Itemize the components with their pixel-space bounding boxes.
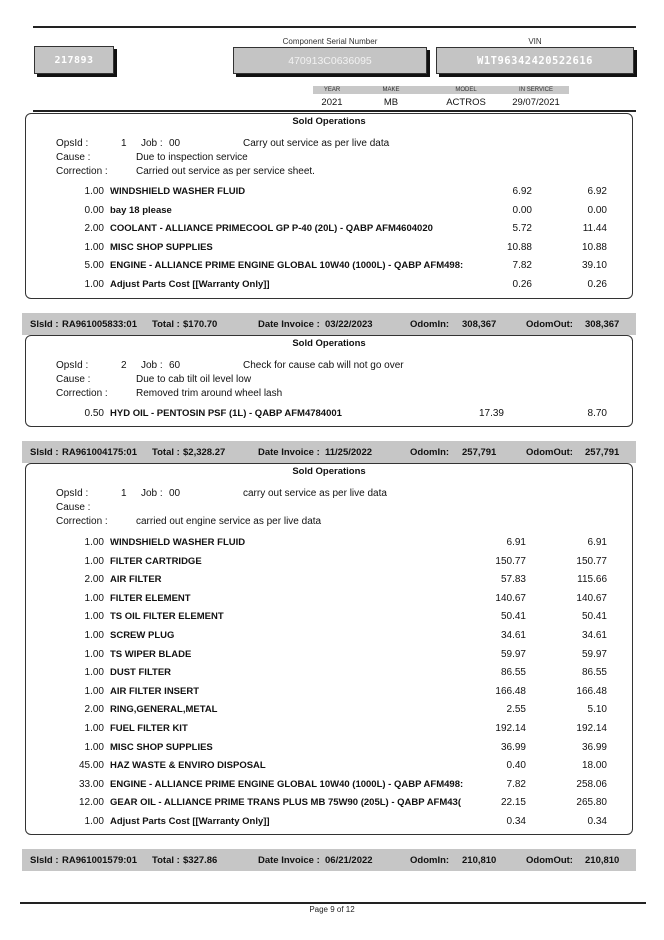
line-extended-price: 59.97 <box>581 648 607 660</box>
line-extended-price: 11.44 <box>582 223 607 234</box>
line-unit-price: 34.61 <box>500 630 526 641</box>
line-description: MISC SHOP SUPPLIES <box>110 741 213 753</box>
line-unit-price: 6.91 <box>506 537 526 548</box>
line-description: MISC SHOP SUPPLIES <box>110 241 213 253</box>
odom-in-label: OdomIn: <box>410 319 450 330</box>
total-value: $327.86 <box>183 855 218 866</box>
job-value: 60 <box>169 360 181 371</box>
line-item-row <box>26 408 632 422</box>
line-extended-price: 50.41 <box>581 611 607 623</box>
line-qty: 1.00 <box>84 667 104 679</box>
line-description: HAZ WASTE & ENVIRO DISPOSAL <box>110 760 266 772</box>
line-unit-price: 59.97 <box>500 648 526 660</box>
line-unit-price: 166.48 <box>495 685 526 697</box>
sold-operations-box <box>25 335 633 427</box>
line-description: RING,GENERAL,METAL <box>110 704 218 716</box>
odom-in-value: 257,791 <box>462 447 497 458</box>
odom-out-label: OdomOut: <box>526 319 573 330</box>
odom-out-value: 308,367 <box>585 319 620 330</box>
vehicle-header-row <box>313 86 569 94</box>
line-extended-price: 0.34 <box>587 816 607 827</box>
line-extended-price: 0.26 <box>587 278 607 290</box>
sold-operations-box <box>25 113 633 299</box>
odom-out-value: 257,791 <box>585 447 620 458</box>
cause-value: Due to inspection service <box>136 152 248 163</box>
line-item-row <box>26 704 632 718</box>
correction-label: Correction : <box>56 388 108 399</box>
sold-operations-title: Sold Operations <box>292 338 366 349</box>
line-item-row <box>26 205 632 219</box>
vin-value: W1T96342420522616 <box>477 54 593 67</box>
line-description: FILTER CARTRIDGE <box>110 555 202 567</box>
line-qty: 1.00 <box>84 648 104 660</box>
slsid-value: RA961001579:01 <box>62 855 138 866</box>
line-extended-price: 39.10 <box>581 260 607 271</box>
line-description: Adjust Parts Cost [[Warranty Only]] <box>110 816 270 827</box>
slsid-value: RA961005833:01 <box>62 319 138 330</box>
total-value: $2,328.27 <box>183 447 226 458</box>
opsid-value: 1 <box>121 488 127 499</box>
cause-label: Cause : <box>56 502 91 513</box>
odom-out-label: OdomOut: <box>526 855 573 866</box>
date-invoice-value: 06/21/2022 <box>325 855 373 866</box>
line-qty: 5.00 <box>84 260 104 271</box>
total-value: $170.70 <box>183 319 218 330</box>
line-extended-price: 140.67 <box>576 592 607 604</box>
in-service-header: IN SERVICE <box>519 87 553 93</box>
line-extended-price: 192.14 <box>576 723 607 734</box>
operation-description: Check for cause cab will not go over <box>243 360 404 371</box>
line-qty: 1.00 <box>84 592 104 604</box>
line-unit-price: 0.00 <box>512 204 532 216</box>
year-value: 2021 <box>321 97 343 108</box>
line-item-row <box>26 611 632 625</box>
date-invoice-value: 03/22/2023 <box>325 319 373 330</box>
line-unit-price: 6.92 <box>512 186 532 197</box>
line-extended-price: 8.70 <box>587 408 607 419</box>
invoice-summary-bar <box>22 849 636 871</box>
line-unit-price: 86.55 <box>500 667 526 679</box>
invoice-summary-bar <box>22 313 636 335</box>
line-unit-price: 17.39 <box>478 408 504 419</box>
cause-value: Due to cab tilt oil level low <box>136 374 252 385</box>
date-invoice-label: Date Invoice : <box>258 319 320 330</box>
vin-label: VIN <box>528 37 542 46</box>
total-label: Total : <box>152 855 180 866</box>
total-label: Total : <box>152 447 180 458</box>
invoice-summary-bar <box>22 441 636 463</box>
top-rule <box>33 26 636 28</box>
date-invoice-label: Date Invoice : <box>258 855 320 866</box>
line-description: SCREW PLUG <box>110 630 175 641</box>
line-qty: 0.50 <box>84 408 104 419</box>
line-item-row <box>26 816 632 830</box>
slsid-value: RA961004175:01 <box>62 447 138 458</box>
line-extended-price: 115.66 <box>577 574 607 586</box>
line-description: TS WIPER BLADE <box>110 648 192 660</box>
line-extended-price: 258.06 <box>576 778 607 790</box>
header-rule <box>33 110 636 112</box>
job-value: 00 <box>169 138 181 149</box>
line-qty: 2.00 <box>84 574 104 586</box>
line-extended-price: 10.88 <box>581 241 607 253</box>
line-item-row <box>26 760 632 774</box>
line-unit-price: 22.15 <box>500 797 526 809</box>
line-extended-price: 0.00 <box>587 204 607 216</box>
line-qty: 1.00 <box>84 241 104 253</box>
line-qty: 1.00 <box>84 611 104 623</box>
line-item-row <box>26 574 632 588</box>
odom-in-value: 210,810 <box>462 855 497 866</box>
line-description: GEAR OIL - ALLIANCE PRIME TRANS PLUS MB 75W90 (205L) - QABP AFM43( <box>110 797 462 809</box>
line-item-row <box>26 260 632 274</box>
line-extended-price: 6.92 <box>587 186 607 197</box>
make-value: MB <box>383 97 399 108</box>
make-header: MAKE <box>382 87 400 93</box>
line-qty: 2.00 <box>84 704 104 716</box>
line-qty: 1.00 <box>84 555 104 567</box>
line-extended-price: 18.00 <box>581 760 607 772</box>
unit-number-box <box>34 46 114 74</box>
footer-rule <box>20 902 646 904</box>
sold-operations-box <box>25 463 633 835</box>
line-item-row <box>26 186 632 200</box>
operation-description: Carry out service as per live data <box>243 138 390 149</box>
line-description: WINDSHIELD WASHER FLUID <box>110 537 246 548</box>
slsid-label: SlsId : <box>30 855 59 866</box>
odom-in-label: OdomIn: <box>410 855 450 866</box>
line-qty: 1.00 <box>84 723 104 734</box>
line-qty: 1.00 <box>84 186 104 197</box>
opsid-label: OpsId : <box>56 138 89 149</box>
line-unit-price: 0.40 <box>506 760 526 772</box>
line-item-row <box>26 279 632 293</box>
line-qty: 1.00 <box>84 537 104 548</box>
line-description: WINDSHIELD WASHER FLUID <box>110 186 246 197</box>
line-item-row <box>26 742 632 756</box>
odom-out-label: OdomOut: <box>526 447 573 458</box>
correction-label: Correction : <box>56 166 108 177</box>
job-value: 00 <box>169 488 181 499</box>
line-qty: 12.00 <box>78 797 104 809</box>
page-number: Page 9 of 12 <box>309 905 355 914</box>
correction-value: carried out engine service as per live data <box>136 516 322 527</box>
slsid-label: SlsId : <box>30 319 59 330</box>
correction-label: Correction : <box>56 516 108 527</box>
date-invoice-label: Date Invoice : <box>258 447 320 458</box>
correction-value: Removed trim around wheel lash <box>136 388 283 399</box>
sold-operations-title: Sold Operations <box>292 466 366 477</box>
operation-description: carry out service as per live data <box>243 488 387 499</box>
line-item-row <box>26 723 632 737</box>
opsid-label: OpsId : <box>56 360 89 371</box>
unit-number: 217893 <box>54 54 94 66</box>
component-serial-value: 470913C0636095 <box>288 54 372 67</box>
line-description: TS OIL FILTER ELEMENT <box>110 611 224 623</box>
line-extended-price: 36.99 <box>581 741 607 753</box>
opsid-value: 1 <box>121 138 127 149</box>
line-extended-price: 34.61 <box>581 630 607 641</box>
line-extended-price: 5.10 <box>587 704 607 716</box>
cause-label: Cause : <box>56 374 91 385</box>
line-unit-price: 2.55 <box>506 704 526 716</box>
line-item-row <box>26 537 632 551</box>
line-description: AIR FILTER <box>110 574 162 586</box>
line-qty: 1.00 <box>84 685 104 697</box>
total-label: Total : <box>152 319 180 330</box>
model-header: MODEL <box>455 87 477 93</box>
line-qty: 2.00 <box>84 223 104 234</box>
odom-in-label: OdomIn: <box>410 447 450 458</box>
component-serial-label: Component Serial Number <box>282 37 378 46</box>
in-service-value: 29/07/2021 <box>512 97 560 108</box>
cause-label: Cause : <box>56 152 91 163</box>
line-item-row <box>26 242 632 256</box>
line-qty: 1.00 <box>84 741 104 753</box>
line-qty: 33.00 <box>78 778 104 790</box>
vin-box <box>436 47 634 74</box>
line-unit-price: 7.82 <box>512 260 532 271</box>
line-description: Adjust Parts Cost [[Warranty Only]] <box>110 278 270 290</box>
line-item-row <box>26 649 632 663</box>
line-qty: 1.00 <box>84 630 104 641</box>
line-extended-price: 86.55 <box>581 667 607 679</box>
line-description: COOLANT - ALLIANCE PRIMECOOL GP P-40 (20L) - QABP AFM4604020 <box>110 223 433 234</box>
line-unit-price: 36.99 <box>500 741 526 753</box>
line-extended-price: 166.48 <box>576 685 607 697</box>
line-item-row <box>26 556 632 570</box>
line-description: FUEL FILTER KIT <box>110 723 188 734</box>
line-item-row <box>26 667 632 681</box>
line-extended-price: 265.80 <box>576 797 607 809</box>
line-unit-price: 50.41 <box>500 611 526 623</box>
line-unit-price: 7.82 <box>506 778 526 790</box>
line-extended-price: 150.77 <box>576 555 607 567</box>
line-extended-price: 6.91 <box>587 537 607 548</box>
line-qty: 45.00 <box>78 760 104 772</box>
sold-operations-title: Sold Operations <box>292 116 366 127</box>
line-item-row <box>26 223 632 237</box>
line-unit-price: 192.14 <box>495 723 526 734</box>
line-unit-price: 140.67 <box>495 592 526 604</box>
correction-value: Carried out service as per service sheet. <box>136 166 315 177</box>
line-item-row <box>26 630 632 644</box>
job-label: Job : <box>141 138 163 149</box>
line-item-row <box>26 593 632 607</box>
line-unit-price: 0.26 <box>512 278 532 290</box>
line-description: ENGINE - ALLIANCE PRIME ENGINE GLOBAL 10W40 (1000L) - QABP AFM498: <box>110 778 464 790</box>
line-unit-price: 10.88 <box>506 241 532 253</box>
line-unit-price: 57.83 <box>500 574 526 586</box>
date-invoice-value: 11/25/2022 <box>325 447 373 458</box>
line-description: bay 18 please <box>110 204 172 216</box>
line-qty: 0.00 <box>84 204 104 216</box>
slsid-label: SlsId : <box>30 447 59 458</box>
opsid-value: 2 <box>121 360 127 371</box>
line-unit-price: 150.77 <box>495 555 526 567</box>
line-qty: 1.00 <box>84 816 104 827</box>
line-unit-price: 0.34 <box>506 816 526 827</box>
opsid-label: OpsId : <box>56 488 89 499</box>
line-description: AIR FILTER INSERT <box>110 685 200 697</box>
line-description: FILTER ELEMENT <box>110 592 191 604</box>
line-item-row <box>26 779 632 793</box>
line-description: ENGINE - ALLIANCE PRIME ENGINE GLOBAL 10W40 (1000L) - QABP AFM498: <box>110 260 464 271</box>
line-description: DUST FILTER <box>110 667 172 679</box>
odom-in-value: 308,367 <box>462 319 497 330</box>
line-item-row <box>26 797 632 811</box>
job-label: Job : <box>141 360 163 371</box>
year-header: YEAR <box>323 87 341 93</box>
odom-out-value: 210,810 <box>585 855 620 866</box>
line-description: HYD OIL - PENTOSIN PSF (1L) - QABP AFM4784001 <box>110 408 342 419</box>
line-qty: 1.00 <box>84 278 104 290</box>
model-value: ACTROS <box>446 97 486 108</box>
component-serial-box <box>233 47 427 74</box>
line-unit-price: 5.72 <box>512 223 532 234</box>
line-item-row <box>26 686 632 700</box>
job-label: Job : <box>141 488 163 499</box>
